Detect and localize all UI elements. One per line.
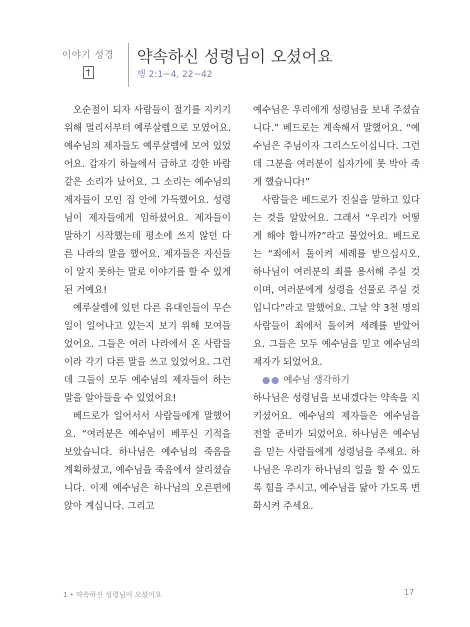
think-heading-label: 예수님 생각하기 xyxy=(283,375,350,386)
right-column xyxy=(253,102,420,516)
paragraph: 사람들은 베드로가 진실을 말하고 있다는 것을 알았어요. 그래서 “우리가 어떻게 해야 합니까?”라고 물었어요. 베드로는 “죄에서 돌이켜 세례를 받으십시오. 하나님이 여러분의 죄를 용서해 주실 것이며, 여러분에게 성령을 선물로 주실 것입니다”라고 말했어요. 그날 약 3천 명의 사람들이 죄에서 돌이켜 세례를 받았어요. 그들은 모두 예수님을 믿고 예수님의 제자가 되었어요. xyxy=(253,195,420,368)
running-footer: 1 • 약속하신 성령님이 오셨어요 xyxy=(63,591,162,599)
section-tag xyxy=(56,47,120,87)
think-body: 하나님은 성령님을 보내겠다는 약속을 지키셨어요. 예수님의 제자들은 예수님을 전할 준비가 되었어요. 하나님은 예수님을 믿는 사람들에게 성령님을 주세요. 하나님은 우리가 하나님의 일을 할 수 있도록 힘을 주시고, 예수님을 닮아 가도록 변화시켜 주세요. xyxy=(253,393,420,512)
book-cross-icon xyxy=(83,66,94,79)
paragraph: 예루살렘에 있던 다른 유대인들이 무슨 일이 일어나고 있는지 보기 위해 모여들었어요. 그들은 여러 나라에서 온 사람들이라 각기 다른 말을 쓰고 있었어요. 그런데 그들이 모두 예수님의 제자들이 하는 말을 알아들을 수 있었어요! xyxy=(64,303,231,404)
story-title: 약속하신 성령님이 오셨어요 xyxy=(137,47,333,66)
scripture-reference: 행 2:1~4, 22~42 xyxy=(137,70,213,80)
paragraph: 예수님은 우리에게 성령님을 보내 주셨습니다.” 베드로는 계속해서 말했어요. “예수님은 주님이자 그리스도이십니다. 그런데 그분을 여러분이 십자가에 못 박아 죽게 했습니다!” xyxy=(253,105,420,188)
left-column xyxy=(64,102,231,516)
header-divider xyxy=(128,43,129,87)
think-heading xyxy=(253,372,420,390)
page-number: 17 xyxy=(404,588,415,597)
bullet-dots-icon: ●● xyxy=(262,375,281,386)
section-tag-label: 이야기 성경 xyxy=(62,50,114,61)
paragraph: 오순절이 되자 사람들이 절기를 지키기 위해 멀리서부터 예루살렘으로 모였어요. 예수님의 제자들도 예루살렘에 모여 있었어요. 갑자기 하늘에서 급하고 강한 바람 같은 소리가 났어요. 그 소리는 예수님의 제자들이 모인 집 안에 가득했어요. 성령님이 제자들에게 임하셨어요. 제자들이 말하기 시작했는데 평소에 쓰지 않던 다른 나라의 말을 했어요. 제자들은 자신들이 알지 못하는 말로 이야기를 할 수 있게 된 거예요! xyxy=(64,105,231,296)
paragraph: 베드로가 일어서서 사람들에게 말했어요. “여러분은 예수님이 베푸신 기적을 보았습니다. 하나님은 예수님의 죽음을 계획하셨고, 예수님을 죽음에서 살리셨습니다. 이제 예수님은 하나님의 오른편에 앉아 계십니다. 그리고 xyxy=(64,411,231,512)
